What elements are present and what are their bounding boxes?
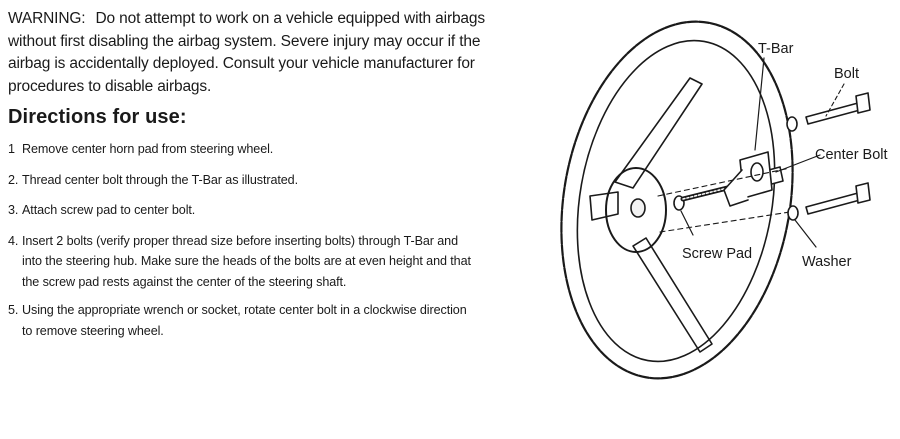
steering-shaft [631, 199, 645, 217]
wheel-spoke-upper [615, 78, 702, 188]
directions-heading: Directions for use: [8, 106, 187, 128]
step-text: the screw pad rests against the center of the steering shaft. [22, 274, 347, 289]
step-number: 3. [8, 203, 19, 217]
label-center-bolt: Center Bolt [815, 147, 888, 163]
warning-line: Do not attempt to work on a vehicle equipped with airbags [95, 10, 485, 27]
label-washer: Washer [802, 254, 852, 270]
washer-top [787, 117, 797, 131]
washer-bottom [788, 206, 798, 220]
step-number: 2. [8, 172, 19, 187]
step-item [8, 300, 538, 341]
step-number: 5. [8, 303, 19, 317]
step-item [8, 200, 538, 221]
step-text: Attach screw pad to center bolt. [22, 203, 196, 217]
step-number: 4. [8, 233, 19, 248]
step-text: to remove steering wheel. [22, 323, 164, 338]
label-bolt: Bolt [834, 66, 859, 82]
step-item [8, 231, 538, 293]
step-text: Using the appropriate wrench or socket, rotate center bolt in a clockwise direction [22, 303, 467, 317]
warning-line: airbag is accidentally deployed. Consult your vehicle manufacturer for [8, 55, 475, 72]
bolt-top [806, 103, 860, 124]
step-text: Insert 2 bolts (verify proper thread size before inserting bolts) through T-Bar and [22, 233, 458, 248]
step-item [8, 139, 538, 160]
bolt-bottom [806, 193, 860, 214]
steering-wheel-diagram [540, 0, 900, 439]
steering-wheel-illustration [540, 0, 900, 439]
step-item [8, 170, 538, 191]
warning-paragraph [8, 8, 538, 98]
instructions-text [8, 8, 538, 351]
warning-label: WARNING: [8, 10, 86, 27]
label-screw-pad: Screw Pad [682, 246, 753, 262]
step-number: 1 [8, 142, 15, 156]
warning-line: without first disabling the airbag system. Severe injury may occur if the [8, 32, 481, 50]
label-t-bar: T-Bar [758, 41, 794, 57]
wheel-spoke-left [590, 192, 618, 220]
warning-line: procedures to disable airbags. [8, 77, 212, 95]
steps-list [8, 139, 538, 341]
step-text: into the steering hub. Make sure the heads of the bolts are at even height and that [22, 254, 471, 268]
step-text: Thread center bolt through the T-Bar as illustrated. [22, 172, 298, 187]
step-text: Remove center horn pad from steering wheel. [22, 142, 274, 156]
